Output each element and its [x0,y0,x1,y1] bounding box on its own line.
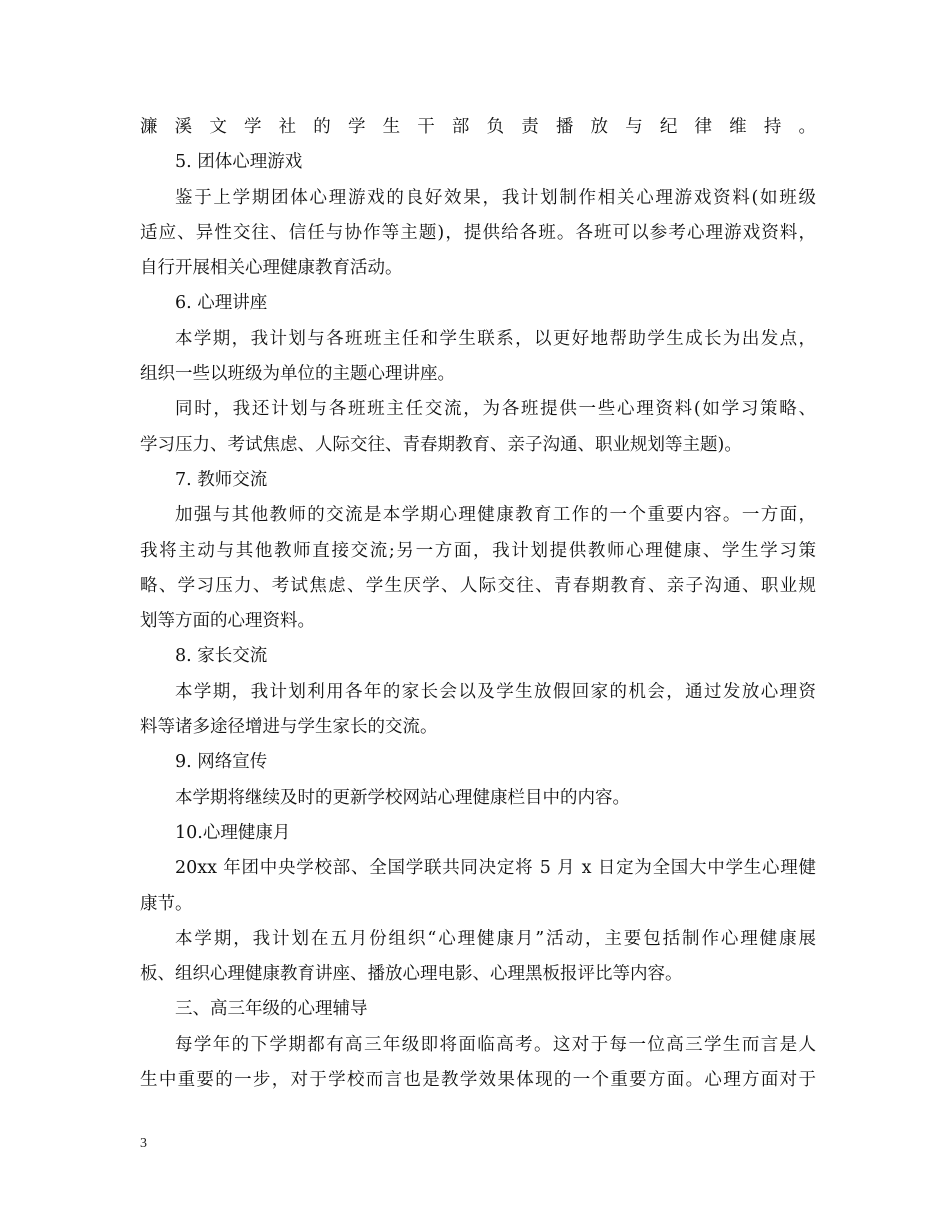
text-line: 加强与其他教师的交流是本学期心理健康教育工作的一个重要内容。一方面， [175,505,816,526]
page-number: 3 [140,1136,147,1151]
text-line: 20xx 年团中央学校部、全国学联共同决定将 5 月 x 日定为全国大中学生心理健 [175,858,816,879]
text-line: 料等诸多途径增进与学生家长的交流。 [140,717,438,738]
section-heading-10: 10.心理健康月 [175,822,291,843]
text-line: 濂溪文学社的学生干部负责播放与纪律维持。 [140,117,816,137]
text-line: 每学年的下学期都有高三年级即将面临高考。这对于每一位高三学生而言是人 [175,1034,816,1055]
text-line: 本学期，我计划利用各年的家长会以及学生放假回家的机会，通过发放心理资 [175,681,816,702]
text-line: 鉴于上学期团体心理游戏的良好效果，我计划制作相关心理游戏资料(如班级 [175,187,816,208]
text-line: 本学期将继续及时的更新学校网站心理健康栏目中的内容。 [175,787,630,808]
text-line: 自行开展相关心理健康教育活动。 [140,258,403,279]
text-line: 学习压力、考试焦虑、人际交往、青春期教育、亲子沟通、职业规划等主题)。 [140,434,742,455]
text-line: 划等方面的心理资料。 [140,611,315,632]
text-line: 生中重要的一步，对于学校而言也是教学效果体现的一个重要方面。心理方面对于 [140,1070,816,1091]
text-line: 同时，我还计划与各班班主任交流，为各班提供一些心理资料(如学习策略、 [175,399,816,420]
section-heading-3: 三、高三年级的心理辅导 [175,999,368,1020]
text-line: 康节。 [140,893,193,914]
text-line: 略、学习压力、考试焦虑、学生厌学、人际交往、青春期教育、亲子沟通、职业规 [140,575,816,596]
text-line: 板、组织心理健康教育讲座、播放心理电影、心理黑板报评比等内容。 [140,964,683,985]
section-heading-5: 5. 团体心理游戏 [175,152,303,173]
section-heading-7: 7. 教师交流 [175,469,268,490]
text-line: 本学期，我计划与各班班主任和学生联系，以更好地帮助学生成长为出发点， [175,328,816,349]
section-heading-8: 8. 家长交流 [175,646,268,667]
document-body [140,110,816,1098]
text-line: 我将主动与其他教师直接交流;另一方面，我计划提供教师心理健康、学生学习策 [140,540,816,561]
section-heading-6: 6. 心理讲座 [175,293,268,314]
text-line: 本学期，我计划在五月份组织“心理健康月”活动，主要包括制作心理健康展 [175,928,816,949]
text-line: 组织一些以班级为单位的主题心理讲座。 [140,364,455,385]
section-heading-9: 9. 网络宣传 [175,752,268,773]
text-line: 适应、异性交往、信任与协作等主题)，提供给各班。各班可以参考心理游戏资料， [140,222,816,243]
